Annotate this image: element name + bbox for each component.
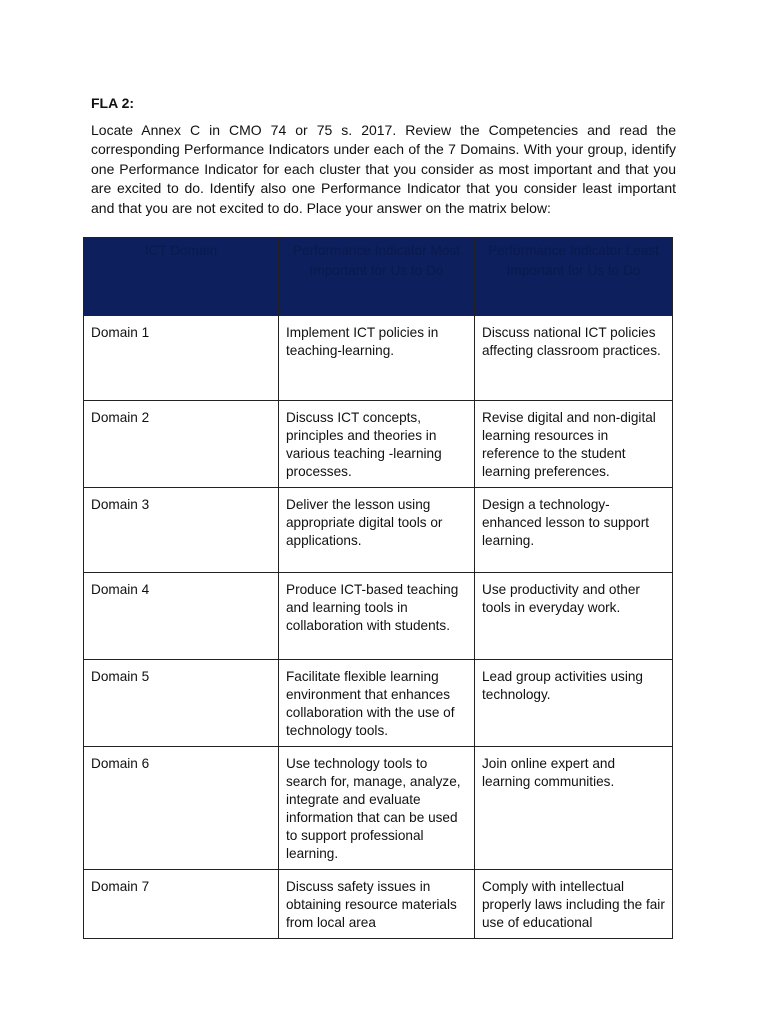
domain-cell: Domain 4 xyxy=(84,573,279,660)
least-important-cell: Comply with intellectual properly laws including the fair use of educational xyxy=(475,870,673,939)
most-important-cell: Discuss safety issues in obtaining resource materials from local area xyxy=(279,870,475,939)
most-important-cell: Implement ICT policies in teaching-learning. xyxy=(279,316,475,401)
least-important-cell: Discuss national ICT policies affecting classroom practices. xyxy=(475,316,673,401)
domain-cell: Domain 3 xyxy=(84,488,279,573)
table-row xyxy=(84,573,673,660)
header-most-important: Performance Indicator Most Important for Us to Do xyxy=(279,238,475,316)
least-important-cell: Lead group activities using technology. xyxy=(475,660,673,747)
domain-cell: Domain 2 xyxy=(84,401,279,488)
table-header-row xyxy=(84,238,673,316)
domain-cell: Domain 1 xyxy=(84,316,279,401)
least-important-cell: Design a technology-enhanced lesson to support learning. xyxy=(475,488,673,573)
domain-cell: Domain 7 xyxy=(84,870,279,939)
document-heading: FLA 2: xyxy=(91,95,135,111)
instructions-paragraph: Locate Annex C in CMO 74 or 75 s. 2017. Review the Competencies and read the corresponding Performance Indicators under each of the 7 Domains. With your group, identify one Performance Indicator for each cluster that you consider as most important and that you are excited to do. Identify also one Performance Indicator that you consider least important and that you are not excited to do. Place your answer on the matrix below: xyxy=(91,122,676,216)
most-important-cell: Facilitate flexible learning environment that enhances collaboration with the use of technology tools. xyxy=(279,660,475,747)
table-row xyxy=(84,401,673,488)
least-important-cell: Use productivity and other tools in everyday work. xyxy=(475,573,673,660)
domain-cell: Domain 5 xyxy=(84,660,279,747)
table-row xyxy=(84,870,673,939)
header-least-important: Performance Indicator Least Important for Us to Do xyxy=(475,238,673,316)
header-ict-domain: ICT Domain xyxy=(84,238,279,316)
table-row xyxy=(84,660,673,747)
table-row xyxy=(84,316,673,401)
table-row xyxy=(84,488,673,573)
domain-cell: Domain 6 xyxy=(84,747,279,870)
performance-indicator-matrix xyxy=(83,237,673,939)
least-important-cell: Revise digital and non-digital learning resources in reference to the student learning preferences. xyxy=(475,401,673,488)
most-important-cell: Discuss ICT concepts, principles and theories in various teaching -learning processes. xyxy=(279,401,475,488)
least-important-cell: Join online expert and learning communities. xyxy=(475,747,673,870)
most-important-cell: Produce ICT-based teaching and learning tools in collaboration with students. xyxy=(279,573,475,660)
most-important-cell: Deliver the lesson using appropriate digital tools or applications. xyxy=(279,488,475,573)
table-row xyxy=(84,747,673,870)
most-important-cell: Use technology tools to search for, manage, analyze, integrate and evaluate information that can be used to support professional learning. xyxy=(279,747,475,870)
